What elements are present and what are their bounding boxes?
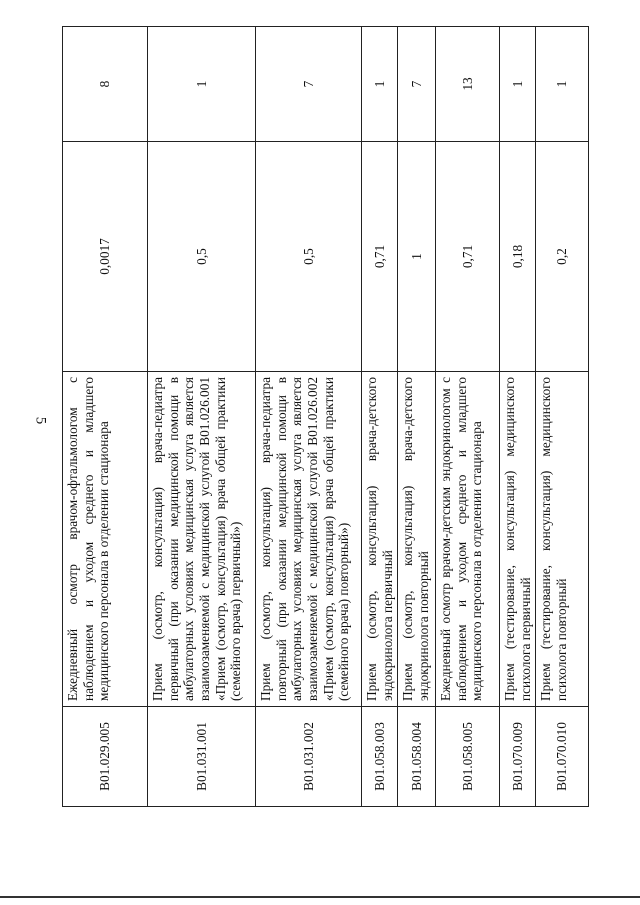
service-code: B01.070.010 bbox=[536, 706, 588, 806]
table-row bbox=[499, 27, 535, 806]
service-count: 1 bbox=[371, 80, 387, 88]
service-count: 13 bbox=[459, 77, 475, 91]
service-description: Прием (осмотр, консультация) врача-детского эндокринолога первичный bbox=[362, 371, 397, 706]
service-code: B01.058.005 bbox=[436, 706, 499, 806]
frequency-coefficient: 0,71 bbox=[436, 141, 499, 371]
service-code: B01.031.002 bbox=[256, 706, 361, 806]
service-count: 8 bbox=[97, 80, 113, 88]
service-code: B01.070.009 bbox=[500, 706, 535, 806]
service-description: Прием (осмотр, консультация) врача-детского эндокринолога повторный bbox=[398, 371, 435, 706]
frequency-coefficient: 0,5 bbox=[148, 141, 255, 371]
frequency-coefficient: 0,18 bbox=[500, 141, 535, 371]
services-table bbox=[62, 26, 589, 807]
frequency-coefficient: 1 bbox=[398, 141, 435, 371]
service-description: Ежедневный осмотр врачом-офтальмологом с наблюдением и уходом среднего и младшего медицинского персонала в отделении стационара bbox=[63, 371, 147, 706]
table-row bbox=[435, 27, 499, 806]
table-row bbox=[63, 27, 147, 806]
table-row bbox=[535, 27, 588, 806]
service-count: 1 bbox=[554, 80, 570, 88]
frequency-coefficient: 0,5 bbox=[256, 141, 361, 371]
frequency-coefficient: 0,71 bbox=[362, 141, 397, 371]
service-description: Ежедневный осмотр врачом-детским эндокринологом с наблюдением и уходом среднего и младшего медицинского персонала в отделении стационара bbox=[436, 371, 499, 706]
service-code: B01.029.005 bbox=[63, 706, 147, 806]
service-code: B01.031.001 bbox=[148, 706, 255, 806]
service-count: 1 bbox=[193, 80, 209, 88]
table-row bbox=[147, 27, 255, 806]
table-row bbox=[255, 27, 361, 806]
service-count: 7 bbox=[300, 80, 316, 88]
service-description: Прием (тестирование, консультация) медицинского психолога первичный bbox=[500, 371, 535, 706]
page-number: 5 bbox=[32, 416, 49, 425]
service-description: Прием (осмотр, консультация) врача-педиатра первичный (при оказании медицинской помощи в амбулаторных условиях медицинская услуга является взаимозаменяемой с медицинской услугой B01.026.001 «Прием (осмотр, консультация) врача общей практики (семейного врача) первичный») bbox=[148, 371, 255, 706]
frequency-coefficient: 0,2 bbox=[536, 141, 588, 371]
service-code: B01.058.003 bbox=[362, 706, 397, 806]
service-code: B01.058.004 bbox=[398, 706, 435, 806]
service-description: Прием (тестирование, консультация) медицинского психолога повторный bbox=[536, 371, 588, 706]
service-description: Прием (осмотр, консультация) врача-педиатра повторный (при оказании медицинской помощи в амбулаторных условиях медицинская услуга является взаимозаменяемой с медицинской услугой B01.026.002 «Прием (осмотр, консультация) врача общей практики (семейного врача) повторный») bbox=[256, 371, 361, 706]
service-count: 7 bbox=[408, 80, 424, 88]
table-row bbox=[397, 27, 435, 806]
frequency-coefficient: 0,0017 bbox=[63, 141, 147, 371]
table-row bbox=[361, 27, 397, 806]
scan-edge-line bbox=[0, 896, 640, 898]
service-count: 1 bbox=[509, 80, 525, 88]
